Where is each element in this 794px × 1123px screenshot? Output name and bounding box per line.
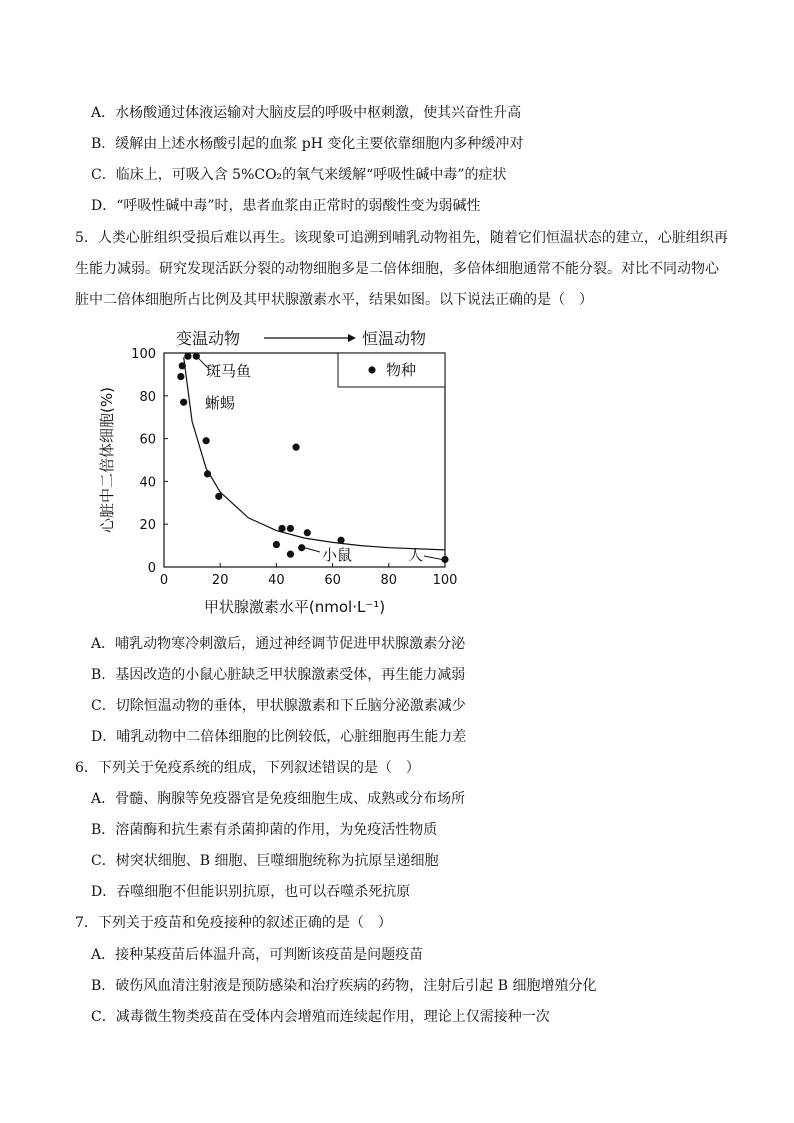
q7-option-c: C．减毒微生物类疫苗在受体内会增殖而连续起作用，理论上仅需接种一次 — [91, 1009, 550, 1025]
q4-option-c: C．临床上，可吸入含 5%CO₂的氧气来缓解“呼吸性碱中毒”的症状 — [91, 167, 507, 183]
data-point — [287, 525, 294, 532]
y-axis-label: 心脏中二倍体细胞(%) — [98, 387, 116, 533]
x-tick-label: 40 — [268, 573, 285, 588]
mouse-leader — [305, 548, 320, 552]
data-point — [278, 525, 285, 532]
annotation-human: 人 — [408, 546, 424, 564]
data-point — [215, 493, 222, 500]
data-point — [337, 537, 344, 544]
x-tick-label: 0 — [159, 573, 169, 588]
q5-option-d: D．哺乳动物中二倍体细胞的比例较低，心脏细胞再生能力差 — [91, 729, 467, 745]
human-leader — [424, 556, 442, 560]
q5-option-b: B．基因改造的小鼠心脏缺乏甲状腺激素受体，再生能力减弱 — [91, 667, 466, 683]
q6-stem: 6．下列关于免疫系统的组成，下列叙述错误的是（ ） — [75, 760, 420, 776]
q7-stem: 7．下列关于疫苗和免疫接种的叙述正确的是（ ） — [75, 915, 392, 931]
data-point — [292, 444, 299, 451]
q6-option-a: A．骨髓、胸腺等免疫器官是免疫细胞生成、成熟或分布场所 — [91, 791, 466, 807]
data-point — [304, 529, 311, 536]
q4-option-b: B．缓解由上述水杨酸引起的血浆 pH 变化主要依靠细胞内多种缓冲对 — [91, 136, 524, 152]
y-tick-label: 60 — [139, 432, 156, 448]
q7-option-a: A．接种某疫苗后体温升高，可判断该疫苗是问题疫苗 — [91, 947, 424, 963]
y-tick-label: 0 — [147, 561, 156, 576]
x-tick-label: 60 — [324, 573, 341, 588]
q6-option-c: C．树突状细胞、B 细胞、巨噬细胞统称为抗原呈递细胞 — [91, 853, 439, 869]
x-tick-label: 80 — [380, 573, 398, 588]
y-tick-label: 40 — [139, 475, 156, 491]
q5-stem-line-3: 脏中二倍体细胞所占比例及其甲状腺激素水平，结果如图。以下说法正确的是（ ） — [75, 292, 593, 308]
y-tick-label: 80 — [139, 389, 156, 405]
x-tick-label: 20 — [211, 573, 229, 588]
data-point — [441, 556, 448, 563]
q4-option-d: D．“呼吸性碱中毒”时，患者血浆由正常时的弱酸性变为弱碱性 — [91, 198, 481, 214]
x-axis-label: 甲状腺激素水平(nmol·L⁻¹) — [203, 598, 386, 616]
data-point — [298, 544, 305, 551]
annotation-mouse: 小鼠 — [322, 546, 353, 564]
q6-option-d: D．吞噬细胞不但能识别抗原，也可以吞噬杀死抗原 — [91, 884, 411, 900]
data-point — [180, 399, 187, 406]
data-point — [204, 470, 211, 477]
q4-option-a: A．水杨酸通过体液运输对大脑皮层的呼吸中枢刺激，使其兴奋性升高 — [91, 105, 522, 121]
chart-title-left: 变温动物 — [176, 329, 241, 348]
q5-option-c: C．切除恒温动物的垂体，甲状腺激素和下丘脑分泌激素减少 — [91, 698, 466, 714]
x-tick-label: 100 — [432, 573, 458, 588]
y-tick-label: 20 — [139, 518, 156, 534]
data-point — [179, 362, 186, 369]
data-point — [273, 541, 280, 548]
chart-title-right: 恒温动物 — [362, 329, 427, 348]
title-arrow-head — [348, 334, 356, 342]
annotation-zebrafish: 斑马鱼 — [206, 362, 252, 380]
data-point — [177, 373, 184, 380]
legend-label: 物种 — [386, 361, 417, 379]
q6-option-b: B．溶菌酶和抗生素有杀菌抑菌的作用，为免疫活性物质 — [91, 822, 438, 838]
annotation-newt: 蜥蜴 — [205, 394, 236, 412]
q7-option-b: B．破伤风血清注射液是预防感染和治疗疾病的药物，注射后引起 B 细胞增殖分化 — [91, 978, 597, 994]
y-tick-label: 100 — [131, 347, 156, 362]
q5-stem-line-1: 5．人类心脏组织受损后难以再生。该现象可追溯到哺乳动物祖先，随着它们恒温状态的建立，心脏组织再 — [75, 230, 728, 246]
q5-stem-line-2: 生能力减弱。研究发现活跃分裂的动物细胞多是二倍体细胞，多倍体细胞通常不能分裂。对比不同动物心 — [75, 261, 719, 277]
data-point — [287, 551, 294, 558]
legend-marker — [368, 366, 375, 373]
data-point — [184, 353, 191, 360]
thyroid-diploid-chart — [90, 324, 470, 620]
data-point — [203, 437, 210, 444]
q5-option-a: A．哺乳动物寒冷刺激后，通过神经调节促进甲状腺激素分泌 — [91, 636, 466, 652]
